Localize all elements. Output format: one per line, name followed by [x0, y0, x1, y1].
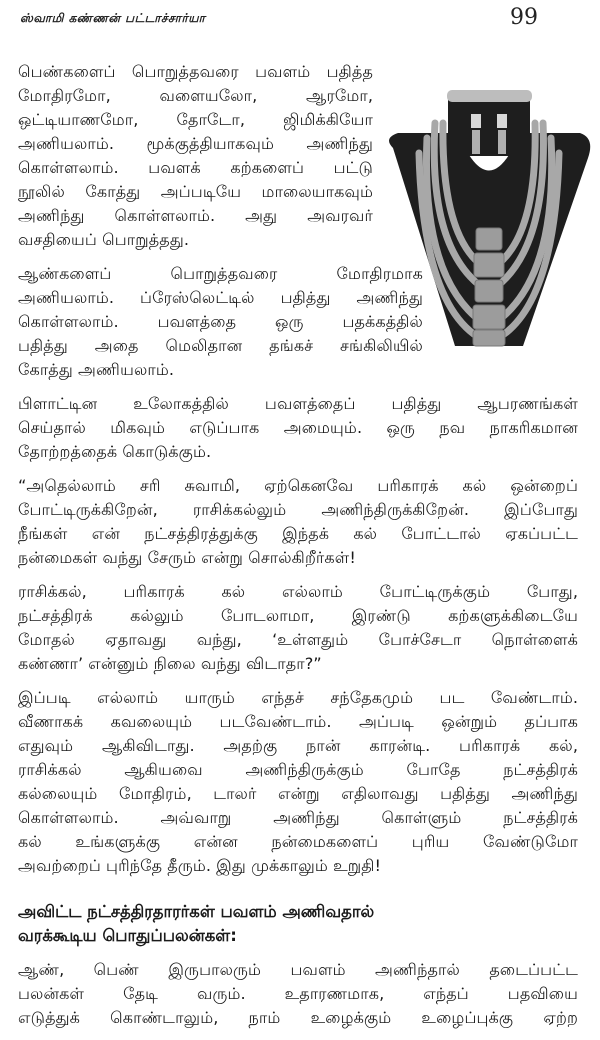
- text-line: இப்படி எல்லாம் யாரும் எந்தச் சந்தேகமும் பட வேண்டாம்.: [18, 688, 578, 707]
- text-line: எடுத்துக் கொண்டாலும், நாம் உழைக்கும் உழைப்புக்கு ஏற்ற: [18, 1008, 578, 1027]
- text-line: நீங்கள் என் நட்சத்திரத்துக்கு இந்தக் கல் போட்டால் ஏகப்பட்ட: [18, 524, 578, 543]
- text-line: ஆண்களைப் பொறுத்தவரை மோதிரமாக: [18, 264, 423, 283]
- text-line: வசதியைப் பொறுத்தது.: [18, 230, 190, 249]
- text-line: ராசிக்கல், பரிகாரக் கல் எல்லாம் போட்டிருக்கும் போது,: [18, 582, 578, 601]
- page-number: 99: [510, 5, 538, 30]
- text-line: எதுவும் ஆகிவிடாது. அதற்கு நான் காரன்டி. பரிகாரக் கல்,: [18, 736, 578, 755]
- text-line: கண்ணா’ என்னும் நிலை வந்து விடாதா?”: [18, 654, 322, 673]
- text-line: அவற்றைப் புரிந்தே தீரும். இது முக்காலும் உறுதி!: [18, 856, 382, 875]
- text-line: மோதல் ஏதாவது வந்து, ‘உள்ளதும் போச்சேடா நொள்ளைக்: [18, 630, 578, 649]
- paragraph-women-jewelry: [18, 60, 578, 252]
- text-line: அணியலாம். மூக்குத்தியாகவும் அணிந்து: [18, 134, 373, 153]
- text-line: நன்மைகள் வந்து சேரும் என்று சொல்கிறீர்கள்!: [18, 548, 356, 567]
- paragraph-question-cont: [18, 580, 578, 676]
- text-line: ராசிக்கல் ஆகியவை அணிந்திருக்கும் போதே நட்சத்திரக்: [18, 760, 578, 779]
- text-line: பிளாட்டின உலோகத்தில் பவளத்தைப் பதித்து ஆபரணங்கள்: [18, 394, 578, 413]
- page-header: [0, 0, 600, 40]
- text-line: அணிந்து கொள்ளலாம். அது அவரவர்: [18, 206, 373, 225]
- heading-line: வரக்கூடிய பொதுப்பலன்கள்:: [18, 926, 237, 945]
- text-line: கொள்ளலாம். அவ்வாறு அணிந்து கொள்ளும் நட்சத்திரக்: [18, 808, 578, 827]
- text-line: மோதிரமோ, வளையலோ, ஆரமோ,: [18, 86, 373, 105]
- text-line: பலன்கள் தேடி வரும். உதாரணமாக, எந்தப் பதவியை: [18, 984, 578, 1003]
- paragraph-men-jewelry: [18, 262, 578, 382]
- text-line: அணியலாம். ப்ரேஸ்லெட்டில் பதித்து அணிந்து: [18, 288, 423, 307]
- text-line: நூலில் கோத்து அப்படியே மாலையாகவும்: [18, 182, 373, 201]
- text-line: வீணாகக் கவலையும் படவேண்டாம். அப்படி ஒன்றும் தப்பாக: [18, 712, 578, 731]
- heading-line: அவிட்ட நட்சத்திரதாரர்கள் பவளம் அணிவதால்: [18, 902, 375, 921]
- text-line: பதித்து அதை மெலிதான தங்கச் சங்கிலியில்: [18, 336, 423, 355]
- text-line: கோத்து அணியலாம்.: [18, 360, 175, 379]
- paragraph-platinum: [18, 392, 578, 464]
- text-line: போட்டிருக்கிறேன், ராசிக்கல்லும் அணிந்திருக்கிறேன். இப்போது: [18, 500, 578, 519]
- running-title: ஸ்வாமி கண்ணன் பட்டாச்சார்யா: [20, 11, 206, 25]
- text-line: கல் உங்களுக்கு என்ன நன்மைகளைப் புரிய வேண்டுமோ: [18, 832, 578, 851]
- text-line: நட்சத்திரக் கல்லும் போடலாமா, இரண்டு கற்களுக்கிடையே: [18, 606, 578, 625]
- page-body: [18, 60, 578, 1040]
- text-line: பெண்களைப் பொறுத்தவரை பவளம் பதித்த: [18, 62, 373, 81]
- text-line: செய்தால் மிகவும் எடுப்பாக அமையும். ஒரு நவ நாகரிகமான: [18, 418, 578, 437]
- text-line: ஒட்டியாணமோ, தோடோ, ஜிமிக்கியோ: [18, 110, 373, 129]
- paragraph-question: [18, 474, 578, 570]
- text-line: கல்லையும் மோதிரம், டாலர் என்று எதிலாவது பதித்து அணிந்து: [18, 784, 578, 803]
- text-line: கொள்ளலாம். பவளத்தை ஒரு பதக்கத்தில்: [18, 312, 423, 331]
- text-line: கொள்ளலாம். பவளக் கற்களைப் பட்டு: [18, 158, 373, 177]
- paragraph-answer: [18, 686, 578, 878]
- text-line: தோற்றத்தைக் கொடுக்கும்.: [18, 442, 212, 461]
- section-heading: [18, 900, 578, 948]
- text-line: ஆண், பெண் இருபாலரும் பவளம் அணிந்தால் தடைப்பட்ட: [18, 960, 578, 979]
- paragraph-benefits: [18, 958, 578, 1030]
- text-line: “அதெல்லாம் சரி சுவாமி, ஏற்கெனவே பரிகாரக் கல் ஒன்றைப்: [18, 476, 578, 495]
